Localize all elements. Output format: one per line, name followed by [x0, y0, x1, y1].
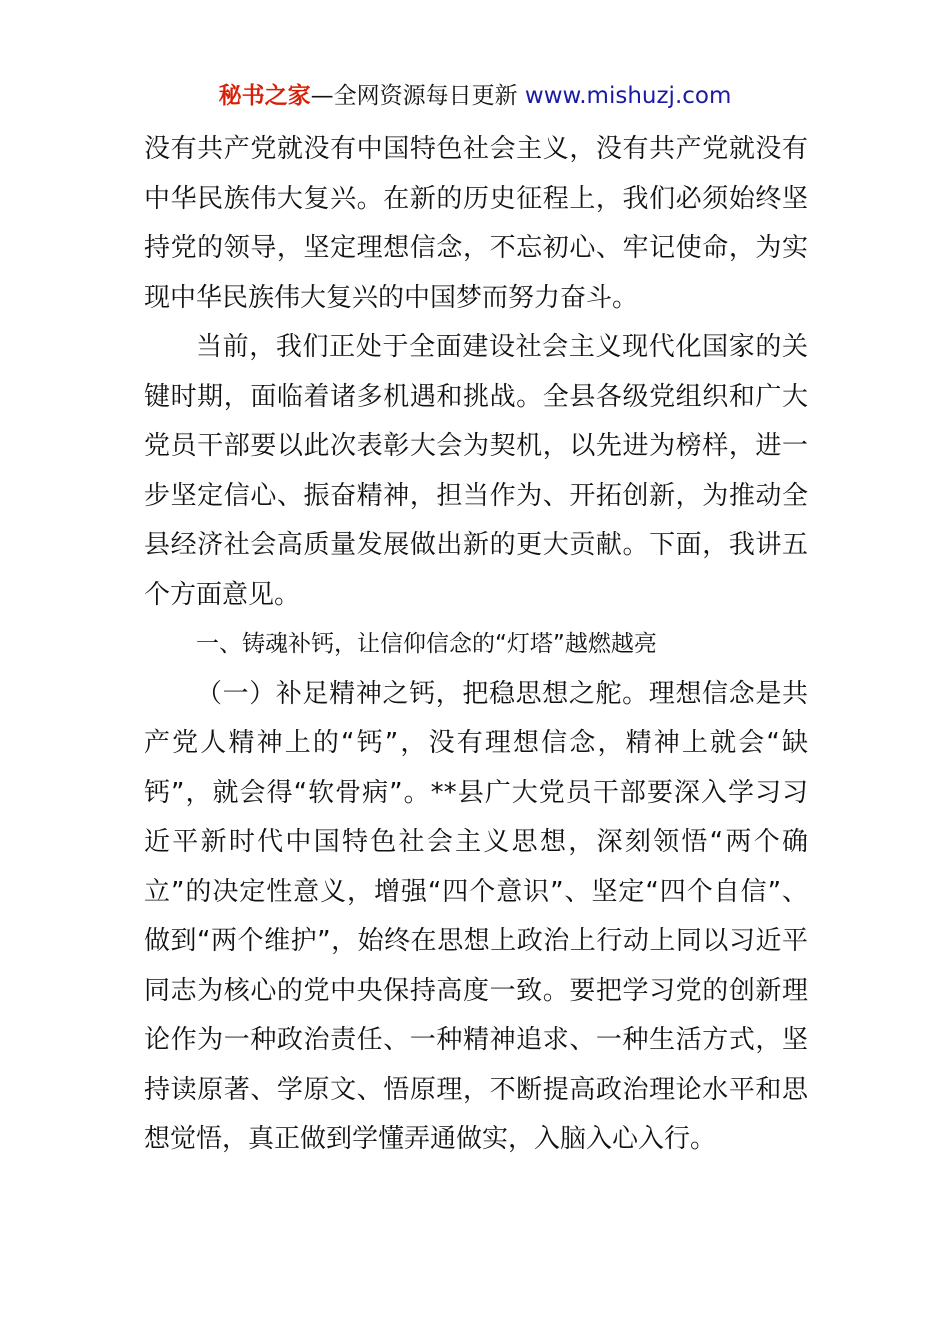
body-paragraph-2: 当前，我们正处于全面建设社会主义现代化国家的关键时期，面临着诸多机遇和挑战。全县各级党组织和广大党员干部要以此次表彰大会为契机，以先进为榜样，进一步坚定信心、振奋精神，担当作为、开拓创新，为推动全县经济社会高质量发展做出新的更大贡献。下面，我讲五个方面意见。 [144, 332, 808, 610]
body-paragraph-3: （一）补足精神之钙，把稳思想之舵。理想信念是共产党人精神上的“钙”，没有理想信念，精神上就会“缺钙”，就会得“软骨病”。**县广大党员干部要深入学习习近平新时代中国特色社会主义思想，深刻领悟“两个确立”的决定性意义，增强“四个意识”、坚定“四个自信”、做到“两个维护”，始终在思想上政治上行动上同以习近平同志为核心的党中央保持高度一致。要把学习党的创新理论作为一种政治责任、一种精神追求、一种生活方式，坚持读原著、学原文、悟原理，不断提高政治理论水平和思想觉悟，真正做到学懂弄通做实，入脑入心入行。 [144, 678, 808, 1154]
section-heading: 一、铸魂补钙，让信仰信念的“灯塔”越燃越亮 [196, 631, 657, 657]
body-paragraph-1: 没有共产党就没有中国特色社会主义，没有共产党就没有中华民族伟大复兴。在新的历史征程上，我们必须始终坚持党的领导，坚定理想信念，不忘初心、牢记使命，为实现中华民族伟大复兴的中国梦而努力奋斗。 [144, 134, 808, 313]
header-tagline: —全网资源每日更新 [310, 83, 525, 109]
site-url-link[interactable]: www.mishuzj.com [524, 83, 732, 109]
brand-name: 秘书之家 [218, 83, 311, 109]
document-body [144, 125, 808, 1165]
site-header [0, 80, 950, 112]
